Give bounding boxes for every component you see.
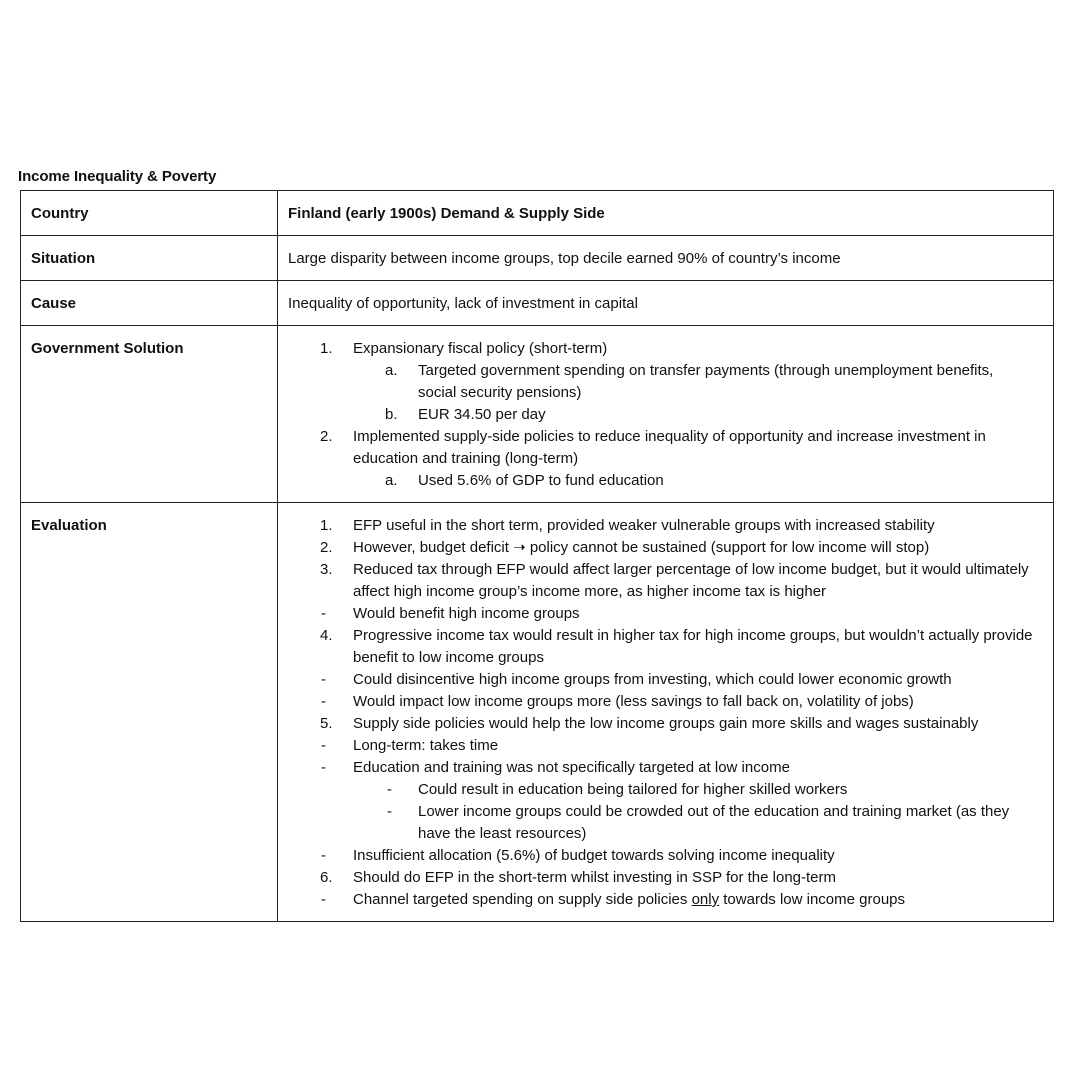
list-item: a. Targeted government spending on transfer payments (through unemployment benefits, social security pensions) xyxy=(385,362,994,401)
list-item: - Could disincentive high income groups from investing, which could lower economic growth xyxy=(321,671,952,688)
list-item: - Could result in education being tailored for higher skilled workers xyxy=(387,781,848,798)
table-row-country xyxy=(21,191,1054,236)
table-row-evaluation xyxy=(21,503,1054,922)
table-row-situation xyxy=(21,236,1054,281)
table-row-government-solution xyxy=(21,326,1054,503)
list-item: b. EUR 34.50 per day xyxy=(385,406,546,423)
row-label-situation: Situation xyxy=(21,236,278,281)
list-item: - Channel targeted spending on supply side policies only towards low income groups xyxy=(321,891,906,908)
row-value-country: Finland (early 1900s) Demand & Supply Side xyxy=(278,191,1054,236)
notes-table xyxy=(20,190,1054,922)
row-label-cause: Cause xyxy=(21,281,278,326)
list-item: 6. Should do EFP in the short-term whilst investing in SSP for the long-term xyxy=(320,869,837,886)
row-label-country: Country xyxy=(21,191,278,236)
list-item: - Lower income groups could be crowded out of the education and training market (as they have the least resources) xyxy=(387,803,1010,842)
list-item: 2. However, budget deficit ➝ policy cannot be sustained (support for low income will stop) xyxy=(320,539,930,556)
list-item: - Would benefit high income groups xyxy=(321,605,580,622)
list-item: a. Used 5.6% of GDP to fund education xyxy=(385,472,664,489)
list-item: - Education and training was not specifically targeted at low income xyxy=(321,759,790,776)
row-value-cause: Inequality of opportunity, lack of investment in capital xyxy=(278,281,1054,326)
list-item: 5. Supply side policies would help the low income groups gain more skills and wages sustainably xyxy=(320,715,979,732)
row-label-government-solution: Government Solution xyxy=(21,326,278,503)
list-item: 2. Implemented supply-side policies to reduce inequality of opportunity and increase investment in education and training (long-term) xyxy=(320,428,986,467)
row-label-evaluation: Evaluation xyxy=(21,503,278,922)
list-item: - Insufficient allocation (5.6%) of budget towards solving income inequality xyxy=(321,847,835,864)
list-item: 1. EFP useful in the short term, provided weaker vulnerable groups with increased stability xyxy=(320,517,935,534)
list-item: 4. Progressive income tax would result in higher tax for high income groups, but wouldn’t actually provide benefit to low income groups xyxy=(320,627,1033,666)
list-item: 1. Expansionary fiscal policy (short-term) xyxy=(320,340,608,357)
row-value-situation: Large disparity between income groups, top decile earned 90% of country’s income xyxy=(278,236,1054,281)
row-value-government-solution xyxy=(278,326,1054,503)
list-item: - Long-term: takes time xyxy=(321,737,499,754)
document-heading: Income Inequality & Poverty xyxy=(18,168,217,185)
row-value-evaluation xyxy=(278,503,1054,922)
table-row-cause xyxy=(21,281,1054,326)
emphasis-only: only xyxy=(691,891,720,908)
list-item: 3. Reduced tax through EFP would affect larger percentage of low income budget, but it would ultimately affect high income group’s income more, as higher income tax is higher xyxy=(320,561,1029,600)
list-item: - Would impact low income groups more (less savings to fall back on, volatility of jobs) xyxy=(321,693,914,710)
